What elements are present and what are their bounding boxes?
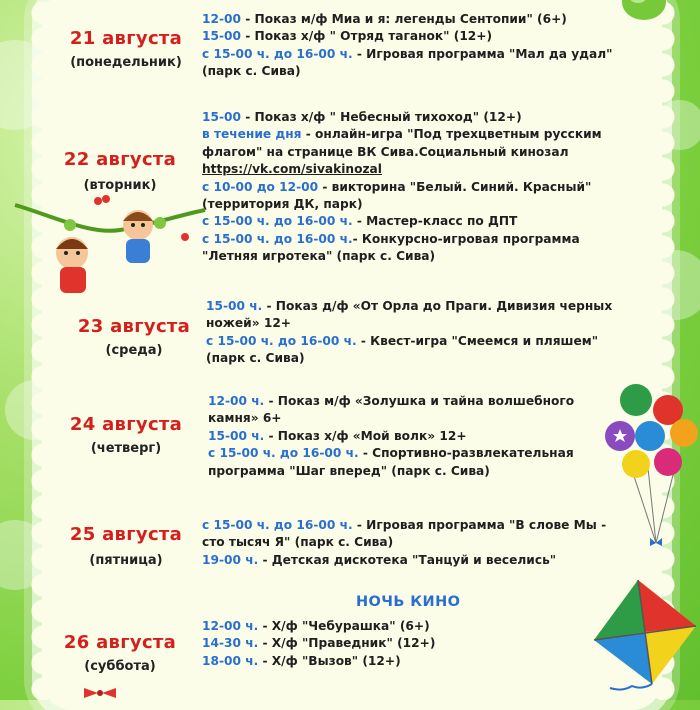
event-line: сто тысяч Я" (парк с. Сива): [202, 535, 394, 550]
event-line: с 15-00 ч. до 16-00 ч. - Спортивно-развлекательная: [208, 446, 574, 461]
event-line: 19-00 ч. - Детская дискотека "Танцуй и веселись": [202, 552, 557, 567]
event-line: 14-30 ч. - Х/ф "Праведник" (12+): [202, 636, 436, 651]
event-line: 12-00 ч. - Х/ф "Чебурашка" (6+): [202, 619, 430, 633]
event-line: с 10-00 до 12-00 - викторина "Белый. Синий. Красный": [202, 179, 592, 194]
day-date: 22 августа: [63, 149, 177, 170]
day-events: [202, 618, 435, 670]
event-line: с 15-00 ч. до 16-00 ч.- Конкурсно-игровая программа: [202, 231, 580, 246]
balloons-illustration: [598, 378, 700, 550]
event-line: 15-00 ч. - Показ д/ф «От Орла до Праги. Дивизия черных: [206, 299, 613, 313]
day-date: 24 августа: [69, 414, 183, 435]
green-balloon-icon: [612, 0, 672, 24]
event-line: 12-00 - Показ м/ф Миа и я: легенды Сентопии" (6+): [202, 12, 567, 26]
event-line: (парк с. Сива): [202, 64, 301, 79]
event-line: камня» 6+: [208, 411, 282, 426]
event-line: с 15-00 ч. до 16-00 ч. - Игровая программа "В слове Мы -: [202, 518, 607, 532]
event-line: (парк с. Сива): [206, 351, 305, 366]
day-date: 21 августа: [69, 28, 183, 49]
event-line: программа "Шаг вперед" (парк с. Сива): [208, 463, 490, 478]
event-line: в течение дня - онлайн-игра "Под трехцветным русским: [202, 127, 602, 142]
event-line: флагом" на странице ВК Сива.Социальный кинозал: [202, 144, 569, 159]
panel-scalloped-edge: [30, 0, 56, 700]
event-line: "Летняя игротека" (парк с. Сива): [202, 249, 436, 264]
kite-illustration: [568, 576, 700, 700]
day-date: 26 августа: [63, 632, 177, 653]
day-weekday: (среда): [105, 343, 163, 358]
event-line: 15-00 - Показ х/ф " Небесный тихоход" (12+): [202, 110, 522, 124]
day-events: [202, 11, 613, 81]
event-line: с 15-00 ч. до 16-00 ч. - Квест-игра "Смеемся и пляшем": [206, 333, 599, 348]
day-events: [206, 298, 612, 368]
day-date: 23 августа: [77, 316, 191, 337]
day-date-block: [64, 316, 204, 358]
day-date: 25 августа: [69, 524, 183, 545]
day-events: [202, 517, 606, 569]
day-date-block: [56, 28, 196, 70]
day-weekday: (пятница): [89, 553, 163, 568]
day-events: [202, 109, 602, 266]
night-cinema-heading: НОЧЬ КИНО: [356, 594, 461, 610]
day-weekday: (суббота): [84, 659, 156, 674]
day-weekday: (вторник): [83, 178, 157, 193]
day-events: [208, 393, 574, 480]
day-weekday: (понедельник): [70, 55, 182, 70]
event-line: с 15-00 ч. до 16-00 ч. - Мастер-класс по ДПТ: [202, 214, 518, 229]
event-line: 12-00 ч. - Показ м/ф «Золушка и тайна волшебного: [208, 394, 575, 408]
day-date-block: [56, 524, 196, 568]
day-date-block: [50, 632, 190, 674]
event-line: 15-00 ч. - Показ х/ф «Мой волк» 12+: [208, 428, 467, 443]
day-date-block: [56, 414, 196, 456]
event-line: с 15-00 ч. до 16-00 ч. - Игровая программа "Мал да удал": [202, 46, 613, 61]
event-line: (территория ДК, парк): [202, 197, 363, 212]
day-weekday: (четверг): [90, 441, 162, 456]
red-bow-icon: [80, 686, 120, 700]
event-line: ножей» 12+: [206, 316, 292, 331]
event-line: 15-00 - Показ х/ф " Отряд таганок" (12+): [202, 29, 493, 44]
children-on-vine-illustration: [10, 185, 210, 305]
event-link[interactable]: https://vk.com/sivakinozal: [202, 162, 382, 177]
event-line: 18-00 ч. - Х/ф "Вызов" (12+): [202, 653, 401, 668]
